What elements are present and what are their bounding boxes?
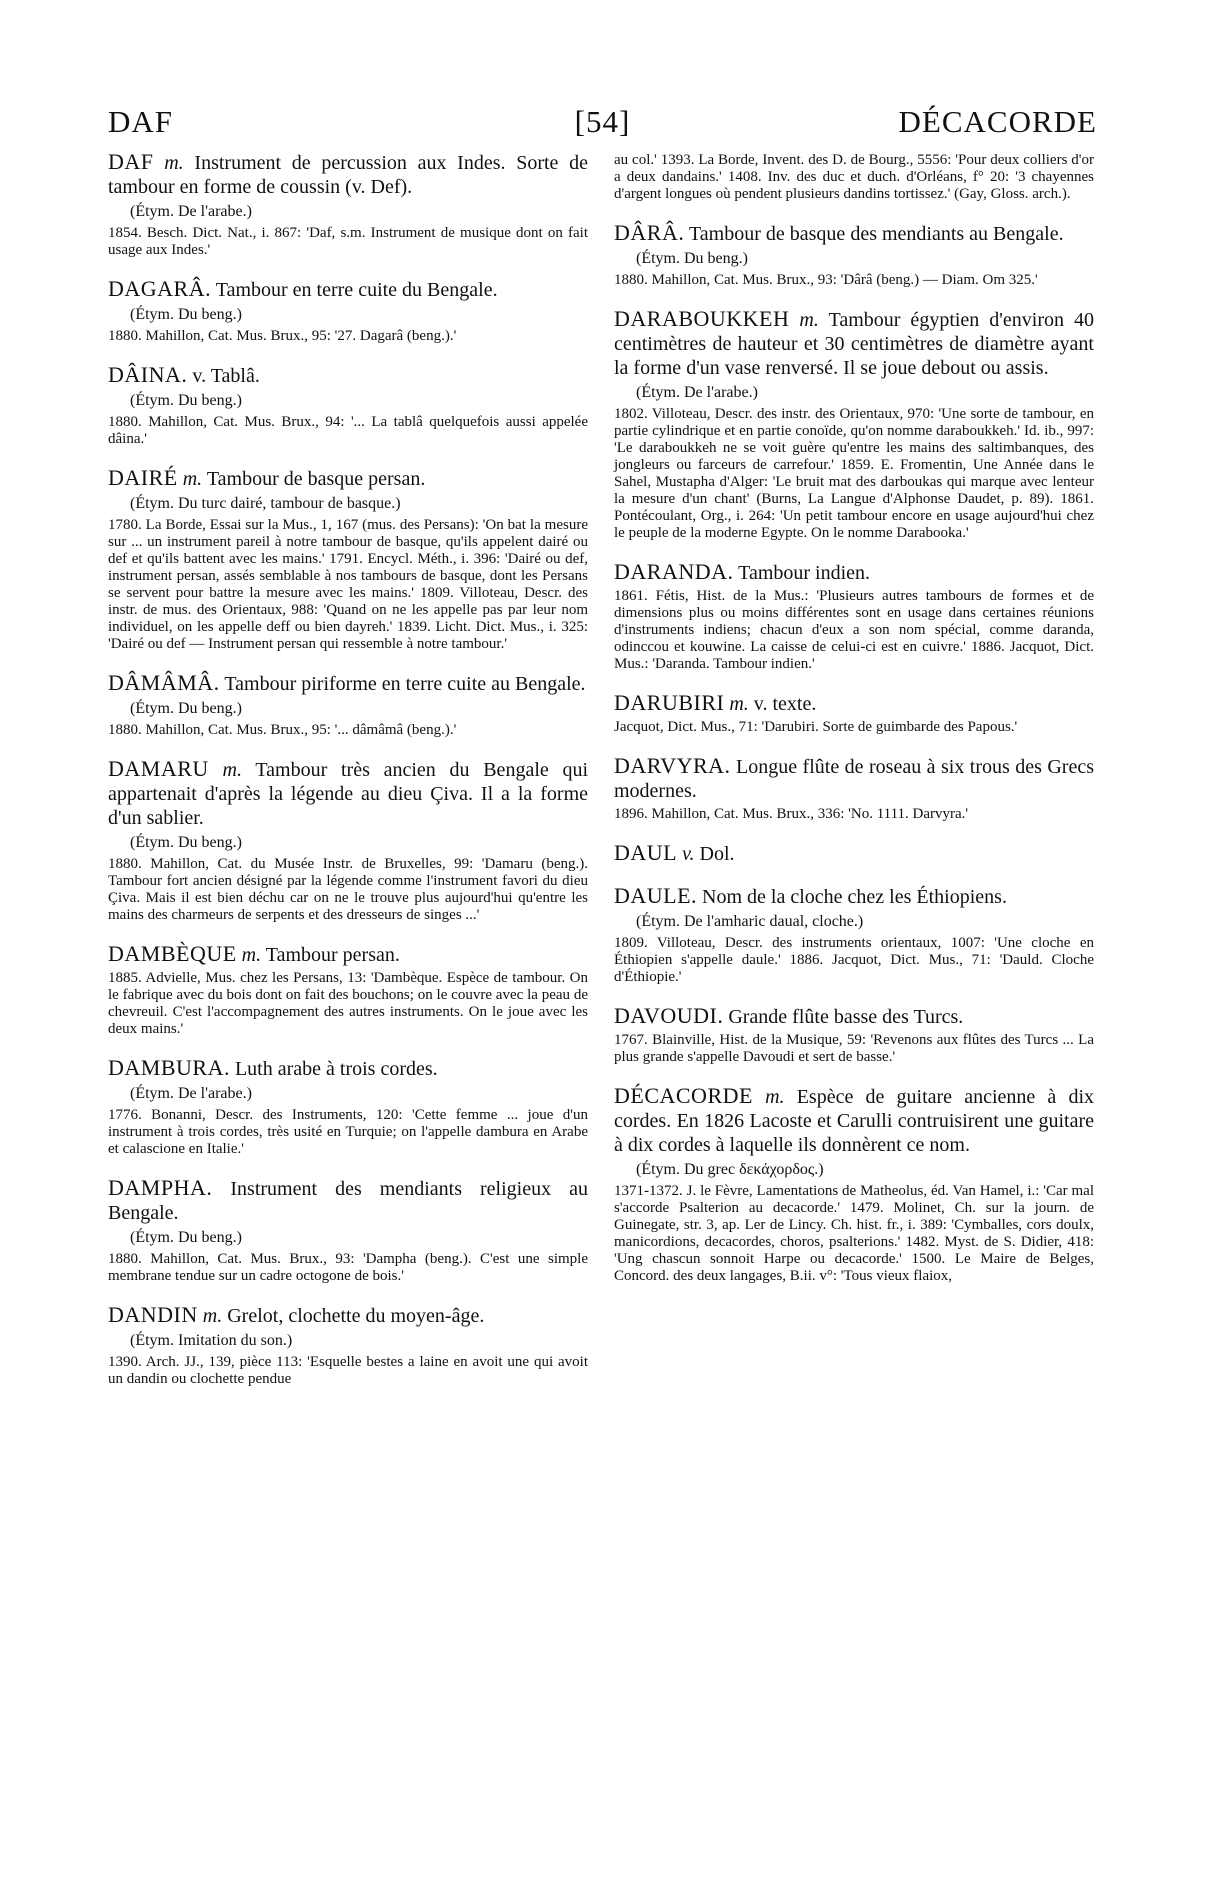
etymology: (Étym. Du beng.) [130,1229,242,1246]
headword: DAGARÂ. [108,276,212,301]
part-of-speech: m. [765,1086,785,1108]
definition: Tambour égyptien d'environ 40 centimètres de hauteur et 30 centimètres de diamètre ayant la forme d'un vase renversé. Il se joue debout ou assis. [614,309,1095,379]
headword: DARUBIRI [614,690,725,715]
page-number: [54] [574,104,631,139]
citations: Jacquot, Dict. Mus., 71: 'Darubiri. Sorte de guimbarde des Papous.' [614,719,1018,735]
part-of-speech: m. [182,468,203,490]
definition: Grelot, clochette du moyen-âge. [227,1305,485,1327]
headword: DAUL [614,840,678,865]
entry-damaru [108,757,588,924]
citations: 1896. Mahillon, Cat. Mus. Brux., 336: 'No. 1111. Darvyra.' [614,806,969,822]
headword: DAMPHA. [108,1175,213,1200]
etymology: (Étym. De l'amharic daual, cloche.) [636,913,864,930]
part-of-speech: v. [682,843,695,865]
entry-daf [108,150,588,259]
entry-davoudi [614,1004,1094,1066]
citations: 1880. Mahillon, Cat. Mus. Brux., 94: '... La tablâ quelquefois aussi appelée dâina.' [108,414,588,447]
entry-darubiri [614,691,1094,736]
definition: Longue flûte de roseau à six trous des Grecs modernes. [614,756,1095,802]
part-of-speech: m. [202,1305,223,1327]
citations: au col.' 1393. La Borde, Invent. des D. de Bourg., 5556: 'Pour deux colliers d'or a deux dandains.' 1408. Inv. des duc et duch. d'Orléans, f° 20: '3 chayennes d'argent longues où pendent plusieurs dandins tortissez.' (Gay, Gloss. arch.). [614,152,1094,202]
part-of-speech: m. [729,693,749,715]
header-right-guideword: DÉCACORDE [898,104,1097,139]
headword: DAMARU [108,756,209,781]
definition: Instrument des mendiants religieux au Bengale. [108,1178,588,1224]
etymology: (Étym. Du beng.) [130,392,242,409]
definition: Instrument de percussion aux Indes. Sorte de tambour en forme de coussin (v. Def). [108,152,589,198]
part-of-speech: m. [164,152,184,174]
etymology: (Étym. Du beng.) [130,306,242,323]
definition: v. Tablâ. [192,365,260,387]
part-of-speech: m. [241,944,262,966]
definition: v. texte. [753,693,817,715]
entry-decacorde [614,1084,1094,1285]
definition: Nom de la cloche chez les Éthiopiens. [702,886,1007,908]
etymology: (Étym. Du beng.) [130,834,242,851]
definition: Espèce de guitare ancienne à dix cordes. En 1826 Lacoste et Carulli contruisirent une guitare à dix cordes à laquelle ils donnèrent ce nom. [614,1086,1094,1156]
entry-daranda [614,560,1094,673]
entry-dambeque [108,942,588,1038]
citations: 1390. Arch. JJ., 139, pièce 113: 'Esquelle bestes a laine en avoit une qui avoit un dandin ou clochette pendue [108,1354,588,1387]
headword: DAF [108,149,154,174]
definition: Grande flûte basse des Turcs. [728,1006,964,1028]
headword: DANDIN [108,1302,198,1327]
citations: 1861. Fétis, Hist. de la Mus.: 'Plusieurs autres tambours de formes et de dimensions plus ou moins différentes sont en usage dans certaines réunions d'instruments indiens; chacun d'eux a son nom spécial, comme daranda, odinccou et kouwine. La caisse de celui-ci est en cuivre.' 1886. Jacquot, Dict. Mus.: 'Daranda. Tambour indien.' [614,588,1094,672]
right-column [614,150,1094,1303]
etymology: (Étym. Imitation du son.) [130,1332,293,1349]
definition: Tambour persan. [265,944,400,966]
entry-dagara [108,277,588,345]
definition: Tambour piriforme en terre cuite au Bengale. [224,673,586,695]
etymology: (Étym. Du beng.) [130,700,242,717]
headword: DAULE. [614,883,698,908]
citations: 1880. Mahillon, Cat. du Musée Instr. de Bruxelles, 99: 'Damaru (beng.). Tambour fort ancien désigné par la légende comme l'instrument favori du dieu Çiva. Mais il est bien déchu car on ne le trouve plus aujourd'hui qu'entre les mains des charmeurs de serpents et des dresseurs de singes ...' [108,856,588,923]
entry-daina [108,363,588,448]
entry-dandin [108,1303,588,1388]
etymology: (Étym. De l'arabe.) [130,1085,252,1102]
citations: 1767. Blainville, Hist. de la Musique, 59: 'Revenons aux flûtes des Turcs ... La plus grande s'appelle Davoudi et sert de basse.' [614,1032,1094,1065]
definition: Tambour en terre cuite du Bengale. [215,279,498,301]
headword: DÂINA. [108,362,188,387]
entry-dampha [108,1176,588,1285]
citations: 1802. Villoteau, Descr. des instr. des Orientaux, 970: 'Une sorte de tambour, en partie cylindrique et en partie conoïde, qu'on nomme daraboukkeh.' Id. ib., 997: 'Le daraboukkeh ne se voit guère qu'entre les mains des saltimbanques, des jongleurs ou farceurs de carrefour.' 1859. E. Fromentin, Une Année dans le Sahel, Mustapha d'Alger: 'Le bruit mat des darboukas qui marque avec lenteur la mesure d'un chant' (Burns, La Langue d'Alphonse Daudet, p. 89). 1861. Pontécoulant, Org., i. 264: 'Un petit tambour encore en usage aujourd'hui chez le peuple de la moderne Egypte. On le nomme Darabooka.' [614,406,1094,541]
etymology: (Étym. De l'arabe.) [130,203,252,220]
left-column [108,150,588,1406]
header-left-guideword: DAF [108,104,174,139]
citations: 1809. Villoteau, Descr. des instruments orientaux, 1007: 'Une cloche en Éthiopien s'appelle daule.' 1886. Jacquot, Dict. Mus., 71: 'Dauld. Cloche d'Éthiopie.' [614,935,1094,985]
definition: Luth arabe à trois cordes. [234,1058,438,1080]
headword: DÉCACORDE [614,1083,753,1108]
headword: DÂRÂ. [614,220,685,245]
entry-daul [614,841,1094,866]
headword: DAIRÉ [108,465,178,490]
entry-dandin-continued [614,152,1094,203]
citations: 1780. La Borde, Essai sur la Mus., 1, 167 (mus. des Persans): 'On bat la mesure sur ... un instrument pareil à notre tambour de basque, qu'ils appelent dairé ou def et qu'ils battent avec les mains.' 1791. Encycl. Méth., i. 396: 'Dairé ou def, instrument persan, assés semblable à nos tambours de basque, dont les Persans se servent pour battre la mesure avec les mains.' 1809. Villoteau, Descr. des instr. de mus. des Orientaux, 988: 'Quand on ne les appelle pas par leur nom individuel, on les appelle deff ou bien dayreh.' 1839. Licht. Dict. Mus., i. 325: 'Dairé ou def — Instrument persan qui ressemble à notre tambour.' [108,517,588,652]
entry-damama [108,671,588,739]
definition: Tambour de basque des mendiants au Bengale. [688,223,1064,245]
entry-dambura [108,1056,588,1158]
headword: DARABOUKKEH [614,306,790,331]
part-of-speech: m. [799,309,819,331]
citations: 1880. Mahillon, Cat. Mus. Brux., 95: '... dâmâmâ (beng.).' [108,722,457,738]
citations: 1854. Besch. Dict. Nat., i. 867: 'Daf, s.m. Instrument de musique dont on fait usage aux Indes.' [108,225,588,258]
entry-daule [614,884,1094,986]
entry-darab, oukkeh [614,307,1094,542]
etymology: (Étym. Du grec δεκάχορδος.) [636,1161,824,1178]
entry-dara [614,221,1094,289]
citations: 1885. Advielle, Mus. chez les Persans, 13: 'Dambèque. Espèce de tambour. On le fabrique avec du bois dont on fait des bouchons; on le couvre avec la peau de chevreuil. C'est l'accompagnement des autres instruments. On le joue avec les deux mains.' [108,970,588,1037]
headword: DAMBÈQUE [108,941,237,966]
headword: DAMBURA. [108,1055,230,1080]
etymology: (Étym. Du beng.) [636,250,748,267]
citations: 1880. Mahillon, Cat. Mus. Brux., 93: 'Dampha (beng.). C'est une simple membrane tendue sur un cadre octogone de bois.' [108,1251,588,1284]
part-of-speech: m. [222,759,242,781]
etymology: (Étym. De l'arabe.) [636,384,758,401]
citations: 1880. Mahillon, Cat. Mus. Brux., 95: '27. Dagarâ (beng.).' [108,328,457,344]
citations: 1371-1372. J. le Fèvre, Lamentations de Matheolus, éd. Van Hamel, i.: 'Car mal s'accorde Psalterion au decacorde.' 1479. Molinet, Ch. sur la journ. de Guinegate, str. 3, ap. Ler de Lincy. Ch. hist. fr., i. 389: 'Cymballes, cors doulx, manicordions, decacordes, choros, psalterions.' 1482. Myst. de S. Didier, 418: 'Ung chascun sonnoit Harpe ou decacorde.' 1500. Le Maire de Belges, Concord. des deux langages, B.ii. v°: 'Tous vieux flaiox, [614,1183,1094,1284]
etymology: (Étym. Du turc dairé, tambour de basque.) [130,495,401,512]
citations: 1776. Bonanni, Descr. des Instruments, 120: 'Cette femme ... joue d'un instrument à trois cordes, très usité en Turquie; on l'appelle dambura en Arabe et calascione en Italie.' [108,1107,588,1157]
headword: DARVYRA. [614,753,731,778]
entry-daire [108,466,588,653]
definition: Dol. [699,843,735,865]
headword: DARANDA. [614,559,734,584]
definition: Tambour indien. [738,562,871,584]
headword: DÂMÂMÂ. [108,670,220,695]
definition: Tambour de basque persan. [206,468,426,490]
definition: Tambour très ancien du Bengale qui appartenait d'après la légende au dieu Çiva. Il a la forme d'un sablier. [108,759,589,829]
entry-darvyra [614,754,1094,823]
citations: 1880. Mahillon, Cat. Mus. Brux., 93: 'Dârâ (beng.) — Diam. Om 325.' [614,272,1038,288]
running-header [108,104,1097,144]
headword: DAVOUDI. [614,1003,724,1028]
